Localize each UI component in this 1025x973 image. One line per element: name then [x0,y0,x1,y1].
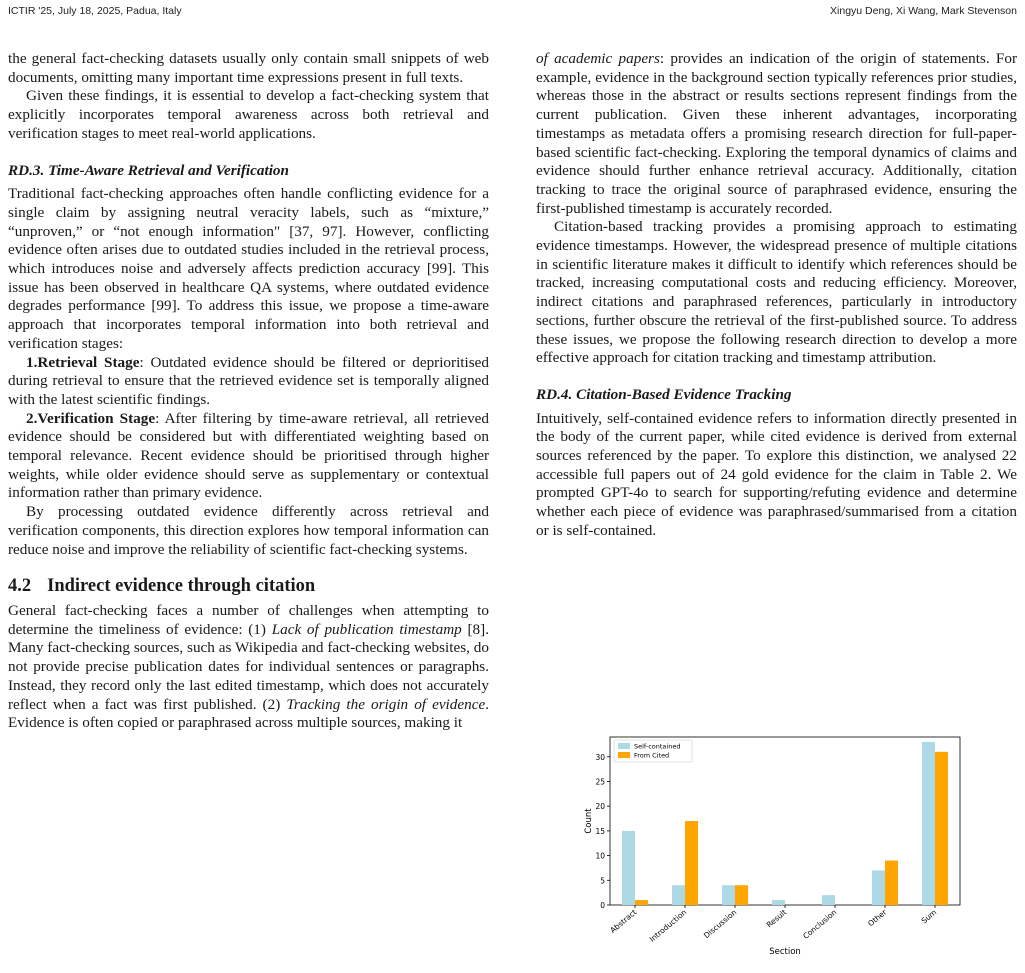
bar [772,900,785,905]
paragraph: By processing outdated evidence differently across retrieval and verification components, this direction explores how temporal information can reduce noise and improve the reliability of scientific fact-checking systems. [8,503,489,558]
paragraph [536,50,1017,218]
running-header-left: ICTIR '25, July 18, 2025, Padua, Italy [8,5,182,17]
bar-chart-svg [580,733,970,968]
bar [672,885,685,905]
x-tick-label: Result [764,907,789,930]
bar [872,870,885,905]
bar [922,742,935,905]
running-header-right: Xingyu Deng, Xi Wang, Mark Stevenson [830,5,1017,17]
section-title: Indirect evidence through citation [47,576,316,597]
verification-stage-paragraph [8,410,489,504]
x-axis-label: Section [769,947,801,957]
y-tick-label: 15 [595,826,605,836]
x-tick-label: Sum [919,907,939,926]
bar [635,900,648,905]
text-run: [8]. Many fact-checking sources, such as Wikipedia and fact-checking websites, do not provide precise publication dates for individual sentences or paragraphs. Instead, they record only the last edited timestamp, which does not accurately reflect when a fact was first published. (2) [8,620,489,713]
bar [935,752,948,905]
paragraph: Given these findings, it is essential to develop a fact-checking system that explicitly incorporates temporal awareness across both retrieval and verification stages to meet real-world applications. [8,87,489,142]
legend-swatch [618,743,630,749]
section-heading [8,577,489,596]
bar [685,821,698,905]
y-tick-label: 20 [595,802,605,812]
bar [735,885,748,905]
bar [885,861,898,905]
paragraph: the general fact-checking datasets usually only contain small snippets of web documents, omitting many important time expressions present in full texts. [8,50,489,86]
bar [622,831,635,905]
right-column [536,50,1017,541]
left-column [8,50,489,733]
bar [822,895,835,905]
x-tick-label: Conclusion [801,907,839,941]
paragraph [8,602,489,733]
text-run: : provides an indication of the origin of statements. For example, evidence in the background section typically references prior studies, whereas those in the abstract or results sections represent findings from the current publication. Given these inherent advantages, incorporating timestamps as metadata offers a promising research direction for full-paper-based scientific fact-checking. Exploring the temporal dynamics of claims and evidence should further enhance retrieval accuracy. Additionally, citation tracking to trace the original source of paraphrased evidence, ensuring the first-published timestamp is accurately recorded. [536,50,1018,217]
paragraph: Citation-based tracking provides a promising approach to estimating evidence timestamps. However, the widespread presence of multiple citations in scientific literature makes it difficult to identify which references should be tracked, increasing computational costs and reducing efficiency. Moreover, indirect citations and paraphrased references, particularly in introductory sections, further obscure the retrieval of the first-published source. To address these issues, we propose the following research direction to develop a more effective approach for citation tracking and timestamp attribution. [536,218,1017,367]
italic-run: Lack of publication timestamp [271,620,462,638]
paragraph: Traditional fact-checking approaches often handle conflicting evidence for a single claim by assigning neutral veracity labels, such as “mixture,” “unproven,” or “not enough information" [37, 97]. However, conflicting evidence often arises due to outdated studies included in the retrieval process, which introduces noise and adversely affects prediction accuracy [99]. This issue has been observed in healthcare QA systems, where outdated evidence degrades performance [99]. To address this issue, we propose a time-aware approach that incorporates temporal information into both retrieval and verification stages: [8,185,489,352]
y-tick-label: 10 [595,851,605,861]
legend-swatch [618,752,630,758]
retrieval-stage-label: 1.Retrieval Stage [26,353,140,371]
y-axis-label: Count [584,808,594,834]
y-tick-label: 25 [595,777,605,787]
retrieval-stage-text: : Outdated evidence should be filtered or deprioritised during retrieval to ensure that the retrieved evidence set is temporally aligned with the latest scientific findings. [8,353,489,408]
verification-stage-text: : After filtering by time-aware retrieval, all retrieved evidence should be considered but with differentiated weighting based on temporal relevance. Recent evidence should be prioritised through higher weights, while older evidence should serve as supplementary or contextual information rather than primary evidence. [8,409,489,502]
italic-run: Tracking the origin of evidence [286,695,486,713]
section-count-chart [580,733,970,968]
verification-stage-label: 2.Verification Stage [26,409,156,427]
x-tick-label: Discussion [701,907,739,941]
text-run: . Evidence is often copied or paraphrased across multiple sources, making it [8,695,489,732]
x-tick-label: Abstract [608,907,639,935]
y-tick-label: 30 [595,752,605,762]
y-tick-label: 0 [600,901,605,910]
legend-label: From Cited [634,751,670,760]
bar [722,885,735,905]
retrieval-stage-paragraph [8,354,489,410]
rd3-heading: RD.3. Time-Aware Retrieval and Verification [8,161,289,179]
section-number: 4.2 [8,576,32,597]
text-run: General fact-checking faces a number of challenges when attempting to determine the timeliness of evidence: (1) [8,601,489,638]
x-tick-label: Other [866,907,889,929]
rd4-heading: RD.4. Citation-Based Evidence Tracking [536,385,792,403]
x-tick-label: Introduction [647,907,689,944]
paragraph: Intuitively, self-contained evidence refers to information directly presented in the body of the current paper, while cited evidence is derived from external sources referenced by the paper. To explore this distinction, we analysed 22 accessible full papers out of 24 gold evidence for the claim in Table 2. We prompted GPT-4o to search for supporting/refuting evidence and determine whether each piece of evidence was paraphrased/summarised from a citation or is self-contained. [536,409,1017,539]
y-tick-label: 5 [600,876,605,886]
legend-label: Self-contained [634,742,681,751]
italic-run: of academic papers [536,50,660,67]
